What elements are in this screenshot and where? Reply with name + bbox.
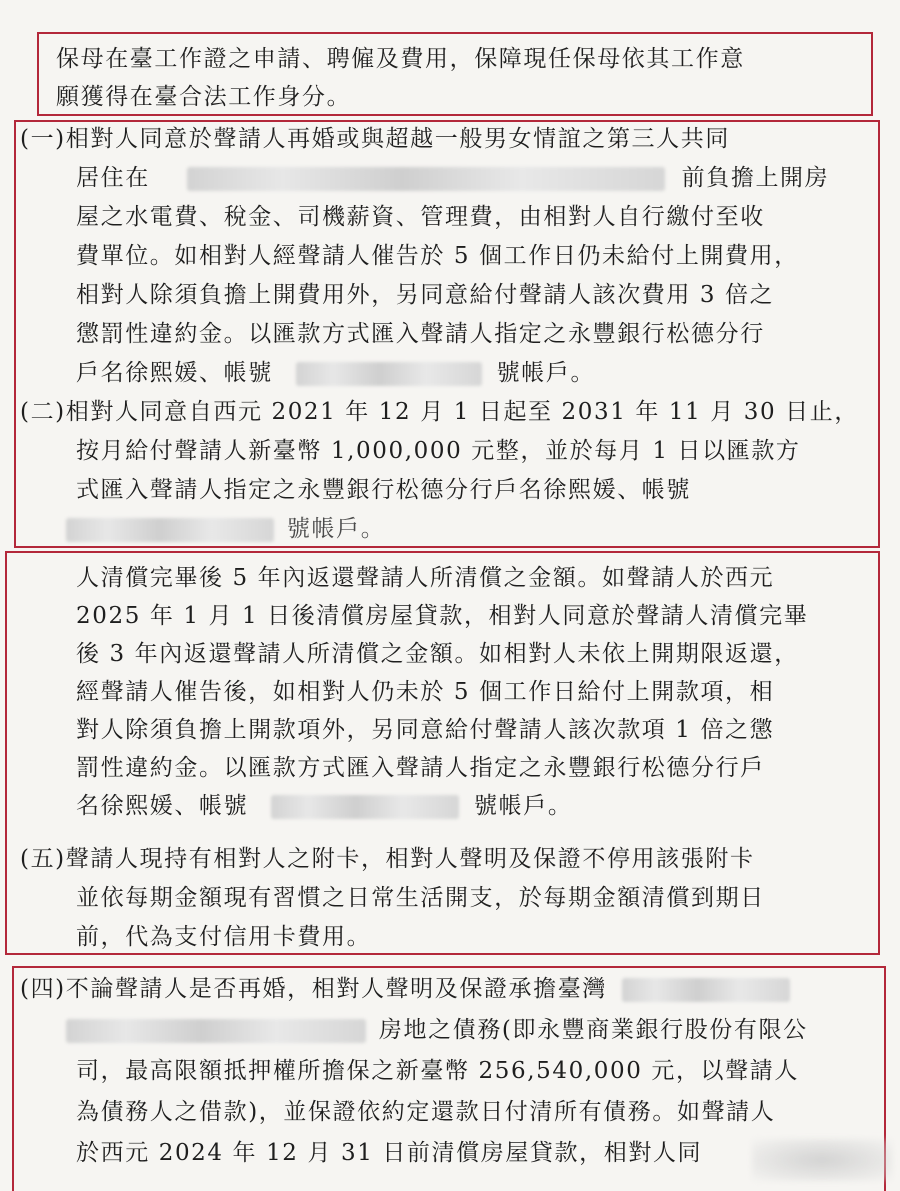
box3-line-6: 罰性違約金。以匯款方式匯入聲請人指定之永豐銀行松德分行戶 bbox=[76, 755, 765, 781]
box1-line-1: 保母在臺工作證之申請、聘僱及費用，保障現任保母依其工作意 bbox=[56, 46, 745, 72]
box2-line-10: 式匯入聲請人指定之永豐銀行松德分行戶名徐熙媛、帳號 bbox=[76, 477, 691, 503]
redacted-account-number bbox=[66, 518, 274, 542]
box3-line-7-start: 名徐熙媛、帳號 bbox=[76, 793, 249, 819]
box4-line-3: 司，最高限額抵押權所擔保之新臺幣 256,540,000 元，以聲請人 bbox=[76, 1058, 799, 1084]
blurred-watermark bbox=[752, 1139, 892, 1181]
box3-line-9: 並依每期金額現有習慣之日常生活開支，於每期金額清償到期日 bbox=[76, 885, 765, 911]
box2-line-8: (二)相對人同意自西元 2021 年 12 月 1 日起至 2031 年 11 月 30 日止， bbox=[20, 399, 859, 425]
box2-line-5: 相對人除須負擔上開費用外，另同意給付聲請人該次費用 3 倍之 bbox=[76, 282, 775, 308]
box2-line-3: 屋之水電費、稅金、司機薪資、管理費，由相對人自行繳付至收 bbox=[76, 204, 765, 230]
box1-line-2: 願獲得在臺合法工作身分。 bbox=[56, 84, 352, 110]
box3-line-3: 後 3 年內返還聲請人所清償之金額。如相對人未依上開期限返還， bbox=[76, 641, 799, 667]
box4-line-2 bbox=[66, 1015, 808, 1045]
box2-line-2-start: 居住在 bbox=[76, 165, 150, 191]
box3-line-7-end: 號帳戶。 bbox=[474, 793, 573, 819]
box4-line-1-text: (四)不論聲請人是否再婚，相對人聲明及保證承擔臺灣 bbox=[20, 976, 607, 1002]
box4-line-2-text: 房地之債務(即永豐商業銀行股份有限公 bbox=[378, 1017, 808, 1043]
box3-line-1: 人清償完畢後 5 年內返還聲請人所清償之金額。如聲請人於西元 bbox=[76, 565, 775, 591]
box2-line-1: (一)相對人同意於聲請人再婚或與超越一般男女情誼之第三人共同 bbox=[20, 126, 730, 152]
redacted-account-number bbox=[271, 795, 459, 819]
redacted-address bbox=[187, 167, 665, 191]
box4-line-5: 於西元 2024 年 12 月 31 日前清償房屋貸款，相對人同 bbox=[76, 1140, 703, 1166]
box3-line-5: 對人除須負擔上開款項外，另同意給付聲請人該次款項 1 倍之懲 bbox=[76, 717, 775, 743]
box2-line-2-end: 前負擔上開房 bbox=[681, 165, 830, 191]
box2-line-6: 懲罰性違約金。以匯款方式匯入聲請人指定之永豐銀行松德分行 bbox=[76, 321, 765, 347]
box2-line-9: 按月給付聲請人新臺幣 1,000,000 元整，並於每月 1 日以匯款方 bbox=[76, 438, 801, 464]
redacted-property bbox=[66, 1019, 366, 1043]
redacted-account-number bbox=[296, 362, 482, 386]
box4-line-4: 為債務人之借款)，並保證依約定還款日付清所有債務。如聲請人 bbox=[76, 1099, 776, 1125]
box3-line-7 bbox=[76, 791, 572, 821]
box4-line-1 bbox=[20, 974, 790, 1004]
box3-line-4: 經聲請人催告後，如相對人仍未於 5 個工作日給付上開款項，相 bbox=[76, 679, 775, 705]
box2-line-11 bbox=[66, 514, 385, 544]
redacted-property bbox=[622, 978, 790, 1002]
box2-line-7-start: 戶名徐熙媛、帳號 bbox=[76, 360, 273, 386]
box3-line-8: (五)聲請人現持有相對人之附卡，相對人聲明及保證不停用該張附卡 bbox=[20, 846, 755, 872]
box2-line-7-end: 號帳戶。 bbox=[496, 360, 596, 386]
box2-line-7 bbox=[76, 358, 595, 388]
box3-line-2: 2025 年 1 月 1 日後清償房屋貸款，相對人同意於聲請人清償完畢 bbox=[76, 603, 809, 629]
box2-line-4: 費單位。如相對人經聲請人催告於 5 個工作日仍未給付上開費用， bbox=[76, 243, 799, 269]
box3-line-10: 前，代為支付信用卡費用。 bbox=[76, 924, 372, 950]
box2-line-11-end: 號帳戶。 bbox=[286, 516, 386, 542]
box2-line-2 bbox=[76, 163, 829, 193]
